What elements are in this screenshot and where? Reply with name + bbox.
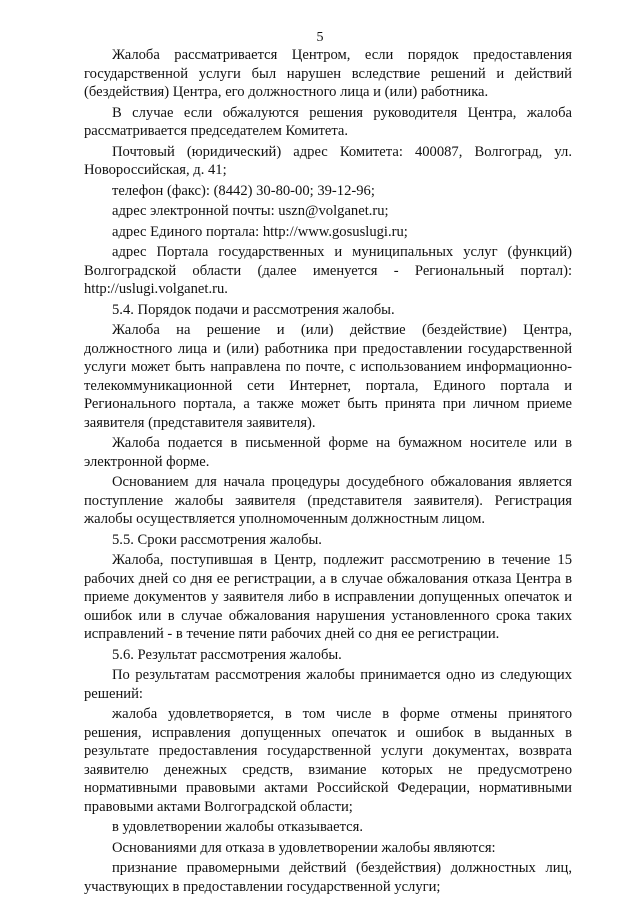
paragraph-complaint-review-center: Жалоба рассматривается Центром, если порядок предоставления государственной услуги был нарушен вследствие решений и действий (бездействия) Центра, его должностного лица и (или) работника. — [84, 47, 572, 100]
paragraph-lawful-actions: признание правомерными действий (бездействия) должностных лиц, участвующих в предоставлении государственной услуги; — [84, 860, 572, 895]
paragraph-regional-portal: адрес Портала государственных и муниципальных услуг (функций) Волгоградской области (далее именуется - Региональный портал): http://uslugi.volganet.ru. — [84, 244, 572, 297]
paragraph-complaint-satisfied: жалоба удовлетворяется, в том числе в форме отмены принятого решения, исправления допущенных опечаток и ошибок в выданных в результате предоставления государственной услуги документах, возврата заявителю денежных средств, взимание которых не предусмотрено нормативными правовыми актами Российской Федерации, нормативными правовыми актами Волгоградской области; — [84, 706, 572, 815]
paragraph-complaint-review-chairman: В случае если обжалуются решения руководителя Центра, жалоба рассматривается председателем Комитета. — [84, 104, 572, 139]
section-heading-5-5: 5.5. Сроки рассмотрения жалобы. — [112, 531, 322, 548]
paragraph-review-decisions: По результатам рассмотрения жалобы принимается одно из следующих решений: — [84, 667, 572, 702]
paragraph-procedure-basis: Основанием для начала процедуры досудебного обжалования является поступление жалобы заявителя (представителя заявителя). Регистрация жалобы осуществляется уполномоченным должностным лицом. — [84, 474, 572, 527]
paragraph-rejection-grounds: Основаниями для отказа в удовлетворении жалобы являются: — [112, 839, 496, 856]
paragraph-review-terms: Жалоба, поступившая в Центр, подлежит рассмотрению в течение 15 рабочих дней со дня ее регистрации, а в случае обжалования отказа Центра в приеме документов у заявителя либо в исправлении допущенных опечаток и ошибок или в случае обжалования нарушения установленного срока таких исправлений - в течение пяти рабочих дней со дня ее регистрации. — [84, 552, 572, 642]
paragraph-submission-channels: Жалоба на решение и (или) действие (бездействие) Центра, должностного лица и (или) работника при предоставлении государственной услуги может быть направлена по почте, с использованием информационно-телекоммуникационной сети Интернет, портала, Единого портала и Регионального портала, а также может быть принята при личном приеме заявителя (представителя заявителя). — [84, 322, 572, 431]
paragraph-postal-address: Почтовый (юридический) адрес Комитета: 400087, Волгоград, ул. Новороссийская, д. 41; — [84, 143, 572, 178]
paragraph-phone: телефон (факс): (8442) 30-80-00; 39-12-96; — [112, 182, 375, 199]
document-body — [84, 46, 572, 896]
paragraph-email: адрес электронной почты: uszn@volganet.ru; — [112, 203, 389, 219]
paragraph-unified-portal: адрес Единого портала: http://www.gosuslugi.ru; — [112, 223, 408, 240]
section-heading-5-6: 5.6. Результат рассмотрения жалобы. — [112, 646, 342, 663]
section-heading-5-4: 5.4. Порядок подачи и рассмотрения жалобы. — [112, 301, 395, 318]
paragraph-complaint-rejected: в удовлетворении жалобы отказывается. — [112, 819, 364, 835]
page-number: 5 — [316, 30, 324, 45]
paragraph-submission-form: Жалоба подается в письменной форме на бумажном носителе или в электронной форме. — [84, 435, 572, 470]
